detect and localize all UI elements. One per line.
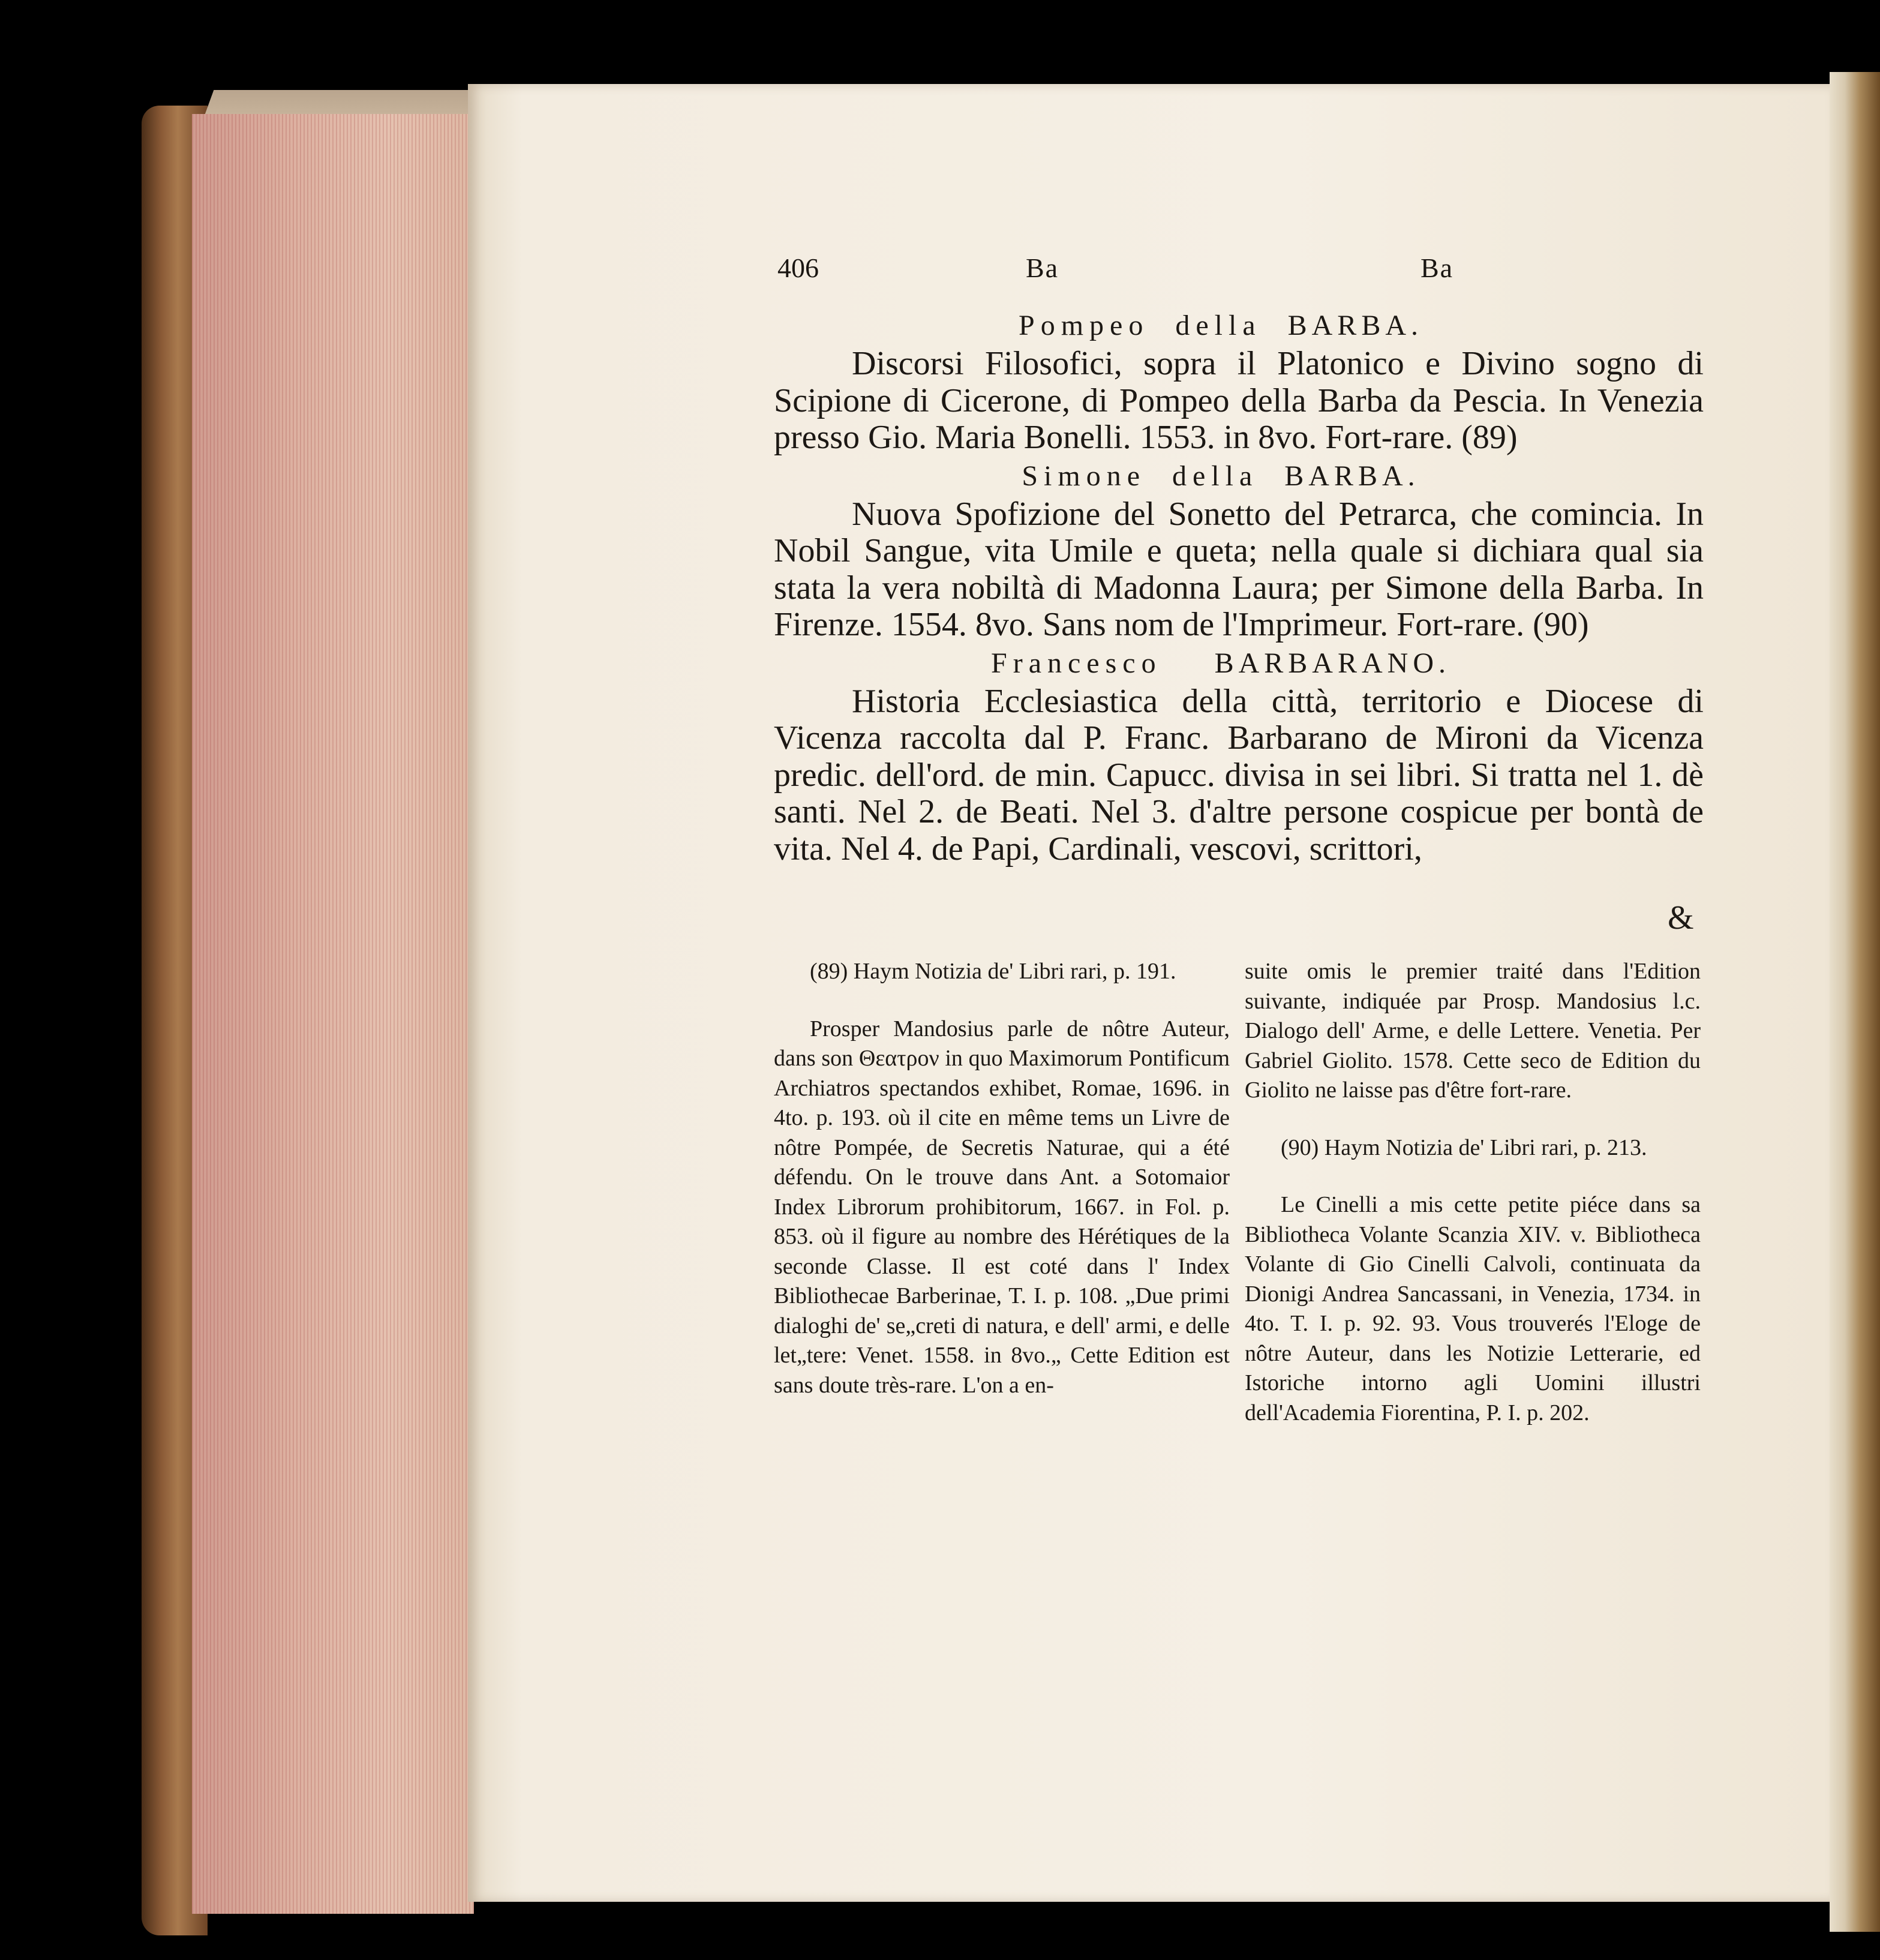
main-text — [774, 306, 1704, 868]
author-surname: BARBARANO. — [1214, 647, 1450, 679]
author-given-name: Francesco — [991, 647, 1162, 679]
footnotes-right-column — [1245, 957, 1701, 1428]
author-particle: della — [1172, 460, 1259, 492]
entry — [774, 457, 1704, 644]
author-given-name: Pompeo — [1019, 310, 1149, 341]
author-particle: della — [1175, 310, 1262, 341]
entry-heading — [738, 644, 1704, 683]
footnote: Prosper Mandosius parle de nôtre Auteur, dans son Θεατρον in quo Maximorum Pontificum Archiatros spectandos exhibet, Romae, 1696. in 4to. p. 193. où il cite en même tems un Livre de nôtre Pompée, de Secretis Naturae, qui a été défendu. On le trouve dans Ant. a Sotomaior Index Librorum prohibitorum, 1667. in Fol. p. 853. où il figure au nombre des Hérétiques de la seconde Classe. Il est coté dans l' Index Bibliothecae Barberinae, T. I. p. 108. „Due primi dialoghi de' se„creti di natura, e dell' armi, e delle let„tere: Venet. 1558. in 8vo.„ Cette Edition est sans doute très-rare. L'on a en- — [774, 1016, 1230, 1398]
entry-heading — [738, 457, 1704, 496]
footnote: (90) Haym Notizia de' Libri rari, p. 213. — [1281, 1134, 1647, 1160]
entry — [774, 644, 1704, 868]
running-head-left: Ba — [1026, 253, 1059, 283]
entry-text: Nuova Spofizione del Sonetto del Petrarca, che comincia. In Nobil Sangue, vita Umile e queta; nella quale si dichiara qual sia stata la vera nobiltà di Madonna Laura; per Simone della Barba. In Firenze. 1554. 8vo. Sans nom de l'Imprimeur. Fort-rare. (90) — [774, 495, 1704, 643]
author-given-name: Simone — [1022, 460, 1146, 492]
entry-heading — [738, 306, 1704, 346]
footnotes-left-column — [774, 957, 1230, 1400]
entry-text: Historia Ecclesiastica della città, territorio e Diocese di Vicenza raccolta dal P. Franc. Barbarano de Mironi da Vicenza predic. dell'ord. de min. Capucc. divisa in sei libri. Si tratta nel 1. dè santi. Nel 2. de Beati. Nel 3. d'altre persone cospicue per bontà de vita. Nel 4. de Papi, Cardinali, vescovi, scrittori, — [774, 682, 1704, 868]
author-surname: BARBA. — [1287, 310, 1423, 341]
entry-text: Discorsi Filosofici, sopra il Platonico e Divino sogno di Scipione di Cicerone, di Pompeo della Barba da Pescia. In Venezia presso Gio. Maria Bonelli. 1553. in 8vo. Fort-rare. (89) — [774, 345, 1704, 456]
page-number: 406 — [777, 253, 819, 283]
running-head-right: Ba — [1420, 253, 1454, 283]
footnote: (89) Haym Notizia de' Libri rari, p. 191. — [810, 959, 1176, 984]
author-surname: BARBA. — [1284, 460, 1420, 492]
page-block-edge — [192, 114, 474, 1914]
footnote: Le Cinelli a mis cette petite piéce dans sa Bibliotheca Volante Scanzia XIV. v. Bibliotheca Volante di Gio Cinelli Calvoli, continuata da Dionigi Andrea Sancassani, in Venezia, 1734. in 4to. T. I. p. 92. 93. Vous trouverés l'Eloge de nôtre Auteur, dans les Notizie Letterarie, ed Istoriche intorno agli Uomini illustri dell'Academia Fiorentina, P. I. p. 202. — [1245, 1192, 1701, 1425]
catchword: & — [1668, 899, 1694, 937]
footnote-continued: suite omis le premier traité dans l'Edition suivante, indiquée par Prosp. Mandosius l.c. Dialogo dell' Arme, e delle Lettere. Venetia. Per Gabriel Giolito. 1578. Cette seco de Edition du Giolito ne laisse pas d'être fort-rare. — [1245, 959, 1701, 1103]
facing-page-edge — [1830, 72, 1880, 1932]
entry — [774, 306, 1704, 457]
